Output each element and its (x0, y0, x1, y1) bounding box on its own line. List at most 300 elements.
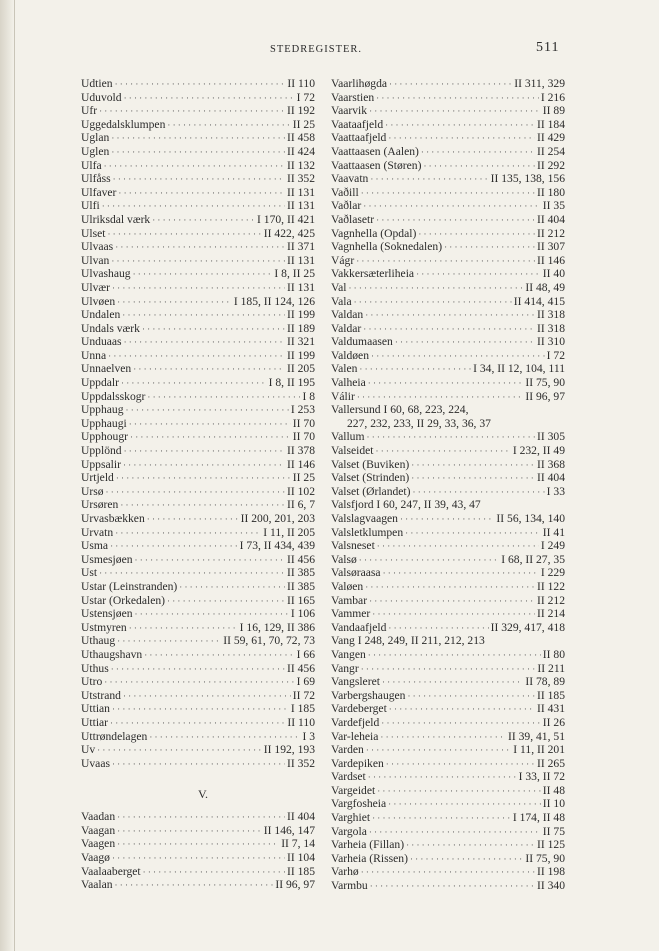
entry-place-name: Uppdalr (81, 376, 119, 390)
entry-page-reference: II 310 (536, 335, 565, 349)
index-entry (81, 240, 315, 254)
entry-page-reference: II 48 (542, 783, 565, 797)
entry-page-reference: I 72 (546, 348, 565, 362)
index-entry (331, 390, 565, 404)
entry-place-name: Urvatn (81, 525, 114, 539)
entry-place-name: Udtien (81, 77, 113, 90)
dot-leader (388, 797, 541, 811)
entry-place-name: Vammer (331, 607, 371, 621)
dot-leader (135, 553, 285, 567)
entry-page-reference: II 146, 147 (263, 823, 315, 837)
index-entry (331, 145, 565, 159)
entry-page-reference: II 104 (286, 851, 315, 865)
entry-place-name: Vangr (331, 661, 359, 675)
entry-page-reference: II 292 (536, 158, 565, 172)
index-entry (81, 335, 315, 349)
dot-leader (418, 227, 535, 241)
entry-page-reference: II 200, 201, 203 (240, 512, 315, 525)
entry-page-reference: I 8, II 195 (268, 376, 315, 390)
dot-leader (385, 118, 535, 132)
entry-page-reference: II 132 (286, 158, 315, 172)
index-entry (331, 689, 565, 703)
entry-page-reference: II 75, 90 (525, 376, 565, 390)
entry-place-name: Ulvøen (81, 294, 116, 308)
dot-leader (377, 539, 539, 553)
index-entry (81, 607, 315, 621)
index-entry (331, 403, 565, 417)
dot-leader (411, 471, 535, 485)
entry-page-reference: II 184 (536, 117, 565, 131)
entry-page-reference: II 72 (292, 688, 315, 702)
index-entry (81, 104, 315, 118)
entry-page-reference: II 456 (286, 552, 315, 566)
entry-place-name: Vaalaaberget (81, 864, 141, 878)
index-entry (81, 376, 315, 390)
index-entry (331, 566, 565, 580)
entry-place-name: Val (331, 280, 347, 294)
entry-place-name: Vaarlihøgda (331, 77, 388, 90)
index-entry (331, 267, 565, 281)
dot-leader (122, 308, 285, 322)
entry-page-reference: II 212 (536, 593, 565, 607)
dot-leader (106, 485, 285, 499)
index-entry (331, 539, 565, 553)
entry-place-name: Vang I 248, 249, II 211, 212, 213 (331, 634, 485, 648)
entry-page-reference: II 329, 417, 418 (490, 620, 565, 634)
index-entry (81, 810, 315, 824)
entry-place-name: Valslagvaagen (331, 512, 398, 525)
entry-place-name: Uthaugshavn (81, 647, 143, 661)
entry-page-reference: II 75 (542, 824, 565, 838)
entry-place-name: Utro (81, 675, 103, 689)
dot-leader (363, 322, 535, 336)
dot-leader (123, 458, 285, 472)
index-entry (331, 757, 565, 771)
entry-place-name: Unna (81, 348, 107, 362)
entry-place-name: Uvaas (81, 756, 110, 770)
dot-leader (107, 227, 261, 241)
entry-page-reference: II 102 (286, 484, 315, 498)
index-entry (81, 267, 315, 281)
index-entry (331, 648, 565, 662)
index-entry (81, 512, 315, 526)
index-entry (331, 91, 565, 105)
entry-page-reference: II 321 (286, 335, 315, 349)
dot-leader (99, 104, 285, 118)
index-entry (81, 77, 315, 91)
entry-place-name: Vardset (331, 770, 366, 784)
entry-place-name: Upphougr (81, 430, 129, 444)
index-entry (331, 797, 565, 811)
entry-page-reference: II 78, 89 (525, 675, 565, 689)
entry-place-name: Valseidet (331, 444, 374, 458)
index-entry (331, 131, 565, 145)
entry-place-name: Vaðlar (331, 199, 362, 213)
entry-page-reference: II 254 (536, 144, 565, 158)
index-entry (81, 213, 315, 227)
entry-place-name: Upphaugi (81, 416, 127, 430)
entry-place-name: Vargola (331, 824, 367, 838)
dot-leader (118, 186, 285, 200)
index-entry (331, 770, 565, 784)
entry-page-reference: II 458 (286, 131, 315, 145)
entry-place-name: Ursøren (81, 498, 119, 512)
entry-page-reference: I 68, II 27, 35 (501, 552, 565, 566)
entry-page-reference: I 174, II 48 (512, 811, 565, 825)
dot-leader (354, 295, 512, 309)
dot-leader (359, 362, 471, 376)
dot-leader (113, 172, 285, 186)
entry-page-reference: II 25 (292, 117, 315, 131)
dot-leader (116, 471, 291, 485)
entry-page-reference: II 185 (286, 864, 315, 878)
dot-leader (376, 213, 535, 227)
entry-page-reference: II 198 (536, 865, 565, 879)
entry-page-reference: II 414, 415 (513, 294, 565, 308)
entry-page-reference: II 192, 193 (263, 743, 315, 757)
entry-place-name: Upphaug (81, 403, 124, 417)
dot-leader (357, 390, 524, 404)
entry-page-reference: II 131 (286, 253, 315, 267)
entry-page-reference: II 131 (286, 280, 315, 294)
entry-page-reference: II 424 (286, 144, 315, 158)
dot-leader (371, 349, 545, 363)
dot-leader (117, 824, 262, 838)
entry-page-reference: I 69 (296, 675, 315, 689)
entry-place-name: Vaagan (81, 823, 116, 837)
entry-page-reference: II 352 (286, 172, 315, 186)
entry-place-name: Uthaug (81, 634, 116, 648)
entry-place-name: Vala (331, 294, 352, 308)
entry-place-name: Usmesjøen (81, 552, 133, 566)
page-header (0, 40, 659, 60)
entry-place-name: Varmbu (331, 879, 368, 893)
dot-leader (395, 335, 535, 349)
dot-leader (370, 172, 488, 186)
dot-leader (112, 757, 285, 771)
entry-place-name: Varhø (331, 865, 359, 879)
entry-place-name: Valen (331, 362, 358, 376)
entry-page-reference: II 96, 97 (275, 878, 315, 892)
dot-leader (389, 702, 535, 716)
entry-page-reference: II 404 (536, 471, 565, 485)
dot-leader (366, 743, 511, 757)
entry-page-reference: II 307 (536, 240, 565, 254)
dot-leader (359, 553, 499, 567)
entry-place-name: Uppdalsskogr (81, 389, 146, 403)
entry-page-reference: II 70 (292, 416, 315, 430)
entry-place-name: Varbergshaugen (331, 688, 406, 702)
index-entry (81, 566, 315, 580)
entry-place-name: Valsneset (331, 539, 375, 553)
index-entry (81, 621, 315, 635)
index-entry (81, 430, 315, 444)
entry-place-name: Vardefjeld (331, 715, 380, 729)
entry-page-reference: I 34, II 12, 104, 111 (473, 362, 565, 376)
index-entry (331, 118, 565, 132)
index-entry (331, 104, 565, 118)
dot-leader (117, 837, 279, 851)
index-entry (331, 825, 565, 839)
index-entry (331, 213, 565, 227)
dot-leader (110, 716, 285, 730)
dot-leader (126, 403, 289, 417)
dot-leader (444, 240, 535, 254)
entry-page-reference: II 125 (536, 838, 565, 852)
entry-page-reference: II 265 (536, 756, 565, 770)
index-entry (331, 743, 565, 757)
page-edge-line (14, 0, 15, 951)
dot-leader (117, 634, 221, 648)
entry-place-name: Ustmyren (81, 620, 127, 634)
entry-page-reference: I 16, 129, II 386 (239, 620, 315, 634)
dot-leader (130, 430, 291, 444)
page-number: 511 (536, 40, 560, 55)
entry-place-name: Vallersund I 60, 68, 223, 224, (331, 403, 469, 417)
entry-page-reference: II 311, 329 (514, 77, 565, 90)
entry-page-reference: II 89 (542, 104, 565, 118)
index-entry (81, 159, 315, 173)
index-entry (331, 553, 565, 567)
index-entry (331, 335, 565, 349)
dot-leader (356, 254, 535, 268)
entry-page-reference: I 232, II 49 (512, 444, 565, 458)
entry-page-reference: II 135, 138, 156 (490, 172, 565, 186)
dot-leader (179, 580, 285, 594)
dot-leader (388, 621, 488, 635)
dot-leader (388, 131, 535, 145)
entry-place-name: Ustar (Orkedalen) (81, 593, 166, 607)
entry-page-reference: II 48, 49 (525, 280, 565, 294)
dot-leader (147, 512, 239, 526)
dot-leader (112, 851, 285, 865)
entry-page-reference: II 110 (287, 77, 315, 90)
entry-page-reference: II 75, 90 (525, 851, 565, 865)
entry-place-name: Uglan (81, 131, 110, 145)
entry-page-reference: II 131 (286, 185, 315, 199)
entry-place-name: Uglen (81, 144, 110, 158)
index-entry (81, 444, 315, 458)
index-entry (331, 417, 565, 431)
entry-page-reference: II 110 (287, 715, 315, 729)
right-index-column (331, 77, 565, 893)
entry-page-reference: II 422, 425 (263, 226, 315, 240)
dot-leader (410, 852, 523, 866)
index-entry (331, 702, 565, 716)
entry-place-name: Uthus (81, 661, 109, 675)
index-entry (81, 403, 315, 417)
section-letter-heading: V. (197, 787, 209, 802)
entry-page-reference: I 229 (540, 566, 565, 580)
dot-leader (144, 648, 294, 662)
index-entry (331, 784, 565, 798)
entry-page-reference: II 131 (286, 199, 315, 213)
dot-leader (368, 376, 524, 390)
entry-page-reference: II 385 (286, 566, 315, 580)
index-entry (331, 607, 565, 621)
dot-leader (372, 811, 511, 825)
entry-place-name: Vaadan (81, 810, 116, 824)
entry-place-name: Vágr (331, 253, 355, 267)
index-entry (81, 580, 315, 594)
index-entry (331, 879, 565, 893)
entry-place-name: Valdøen (331, 348, 369, 362)
index-entry (81, 662, 315, 676)
dot-leader (104, 159, 285, 173)
entry-page-reference: II 146 (286, 457, 315, 471)
entry-place-name: Valdar (331, 321, 362, 335)
index-entry (81, 295, 315, 309)
entry-place-name: Vagnhella (Opdal) (331, 226, 417, 240)
dot-leader (115, 526, 261, 540)
entry-page-reference: I 66 (296, 647, 315, 661)
index-entry (81, 322, 315, 336)
index-entry (81, 689, 315, 703)
entry-page-reference: II 80 (542, 647, 565, 661)
index-entry (81, 553, 315, 567)
dot-leader (365, 308, 535, 322)
entry-place-name: Ulvaas (81, 240, 114, 254)
entry-page-reference: II 26 (542, 715, 565, 729)
dot-leader (389, 77, 512, 91)
entry-page-reference: I 8 (302, 389, 315, 403)
entry-page-reference: II 146 (536, 253, 565, 267)
index-entry (331, 295, 565, 309)
dot-leader (111, 662, 285, 676)
dot-leader (367, 430, 535, 444)
entry-page-reference: II 404 (286, 810, 315, 824)
index-entry (331, 199, 565, 213)
entry-place-name: Vargeidet (331, 783, 376, 797)
entry-place-name: Valdumaasen (331, 335, 393, 349)
dot-leader (167, 118, 290, 132)
dot-leader (147, 390, 300, 404)
entry-place-name: Vangsleret (331, 675, 380, 689)
entry-place-name: Valheia (331, 376, 366, 390)
entry-page-reference: II 56, 134, 140 (496, 512, 565, 525)
index-entry (81, 227, 315, 241)
entry-page-reference: II 199 (286, 308, 315, 322)
dot-leader (376, 91, 539, 105)
entry-page-reference: II 429 (536, 131, 565, 145)
dot-leader (129, 621, 238, 635)
dot-leader (411, 458, 535, 472)
index-entry (331, 430, 565, 444)
index-entry (331, 186, 565, 200)
entry-page-reference: II 318 (536, 321, 565, 335)
index-entry (81, 362, 315, 376)
dot-leader (372, 607, 535, 621)
dot-leader (123, 689, 291, 703)
entry-place-name: Varheia (Rissen) (331, 851, 408, 865)
dot-leader (108, 349, 285, 363)
dot-leader (152, 213, 255, 227)
entry-page-reference: II 39, 41, 51 (508, 729, 565, 743)
entry-place-name: Valset (Ørlandet) (331, 484, 411, 498)
entry-place-name: Vallum (331, 430, 365, 444)
entry-place-name: Undals værk (81, 321, 140, 335)
entry-place-name: Varghiet (331, 811, 371, 825)
dot-leader (381, 716, 540, 730)
entry-place-name: Vangen (331, 647, 366, 661)
dot-leader (111, 145, 285, 159)
dot-leader (405, 526, 541, 540)
entry-place-name: Ursø (81, 484, 104, 498)
entry-place-name: Usma (81, 539, 109, 553)
index-entry (81, 702, 315, 716)
entry-page-reference: II 318 (536, 308, 565, 322)
dot-leader (400, 512, 494, 526)
entry-page-reference: II 6, 7 (286, 498, 315, 512)
entry-place-name: Uv (81, 743, 96, 757)
index-entry (331, 852, 565, 866)
entry-place-name: Valsø (331, 552, 357, 566)
entry-place-name: Ust (81, 566, 98, 580)
dot-leader (115, 77, 286, 91)
index-entry (81, 730, 315, 744)
index-entry (81, 91, 315, 105)
entry-place-name: Vaðlasetr (331, 212, 375, 226)
entry-place-name: Uttrøndelagen (81, 729, 148, 743)
index-entry (81, 281, 315, 295)
index-entry (331, 362, 565, 376)
index-entry (331, 811, 565, 825)
dot-leader (124, 444, 285, 458)
entry-page-reference: I 11, II 201 (513, 743, 565, 757)
index-entry (81, 824, 315, 838)
dot-leader (143, 865, 285, 879)
dot-leader (369, 594, 535, 608)
entry-page-reference: II 368 (536, 457, 565, 471)
entry-place-name: Vaavatn (331, 172, 369, 186)
entry-place-name: Vaagen (81, 837, 116, 851)
entry-place-name: 227, 232, 233, II 29, 33, 36, 37 (347, 416, 491, 430)
entry-place-name: Vaarvik (331, 104, 368, 118)
entry-page-reference: II 199 (286, 348, 315, 362)
entry-place-name: Vakkersæterliheia (331, 267, 415, 281)
dot-leader (368, 770, 517, 784)
index-entry (331, 281, 565, 295)
index-entry (81, 254, 315, 268)
index-entry (81, 390, 315, 404)
index-entry (81, 526, 315, 540)
index-entry (81, 743, 315, 757)
index-entry (331, 444, 565, 458)
index-entry (81, 539, 315, 553)
entry-place-name: Ustensjøen (81, 607, 133, 621)
entry-page-reference: II 40 (542, 267, 565, 281)
entry-place-name: Uttian (81, 702, 110, 716)
entry-page-reference: II 96, 97 (525, 389, 565, 403)
index-entry (331, 838, 565, 852)
entry-place-name: Vardepiken (331, 756, 384, 770)
entry-page-reference: I 249 (540, 539, 565, 553)
dot-leader (97, 743, 262, 757)
dot-leader (167, 594, 285, 608)
entry-page-reference: II 70 (292, 430, 315, 444)
index-entry (331, 865, 565, 879)
dot-leader (365, 580, 535, 594)
left-index-column (81, 77, 315, 892)
entry-place-name: Ustar (Leinstranden) (81, 579, 178, 593)
entry-place-name: Urtjeld (81, 471, 114, 485)
dot-leader (112, 702, 289, 716)
index-entry (331, 675, 565, 689)
index-entry (331, 254, 565, 268)
entry-page-reference: I 3 (302, 729, 315, 743)
entry-page-reference: I 170, II 421 (257, 212, 315, 226)
dot-leader (111, 254, 285, 268)
